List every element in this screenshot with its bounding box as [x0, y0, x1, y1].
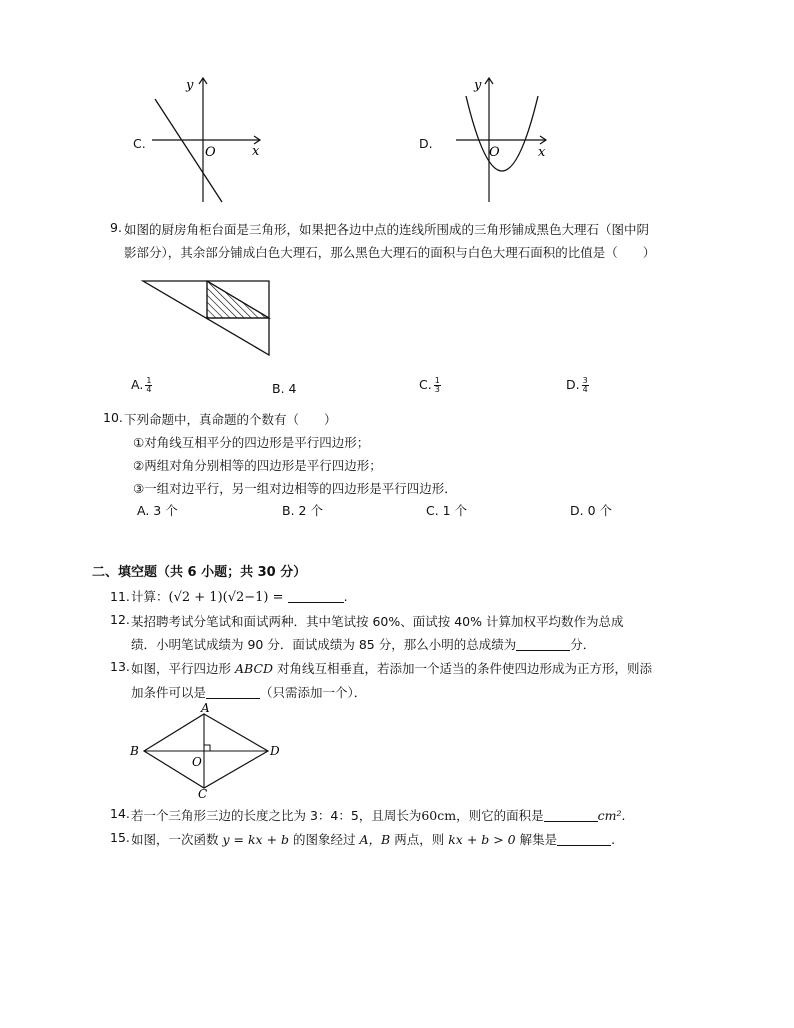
origin-label: O: [205, 145, 216, 160]
answer-blank[interactable]: [544, 809, 598, 822]
answer-blank[interactable]: [516, 638, 570, 651]
question-12-line2: 绩．小明笔试成绩为 90 分．面试成绩为 85 分，那么小明的总成绩为 分．: [131, 637, 596, 652]
axis-y-label: y: [186, 78, 194, 93]
question-13-rhombus-figure: [126, 700, 286, 800]
axis-x-label: x: [252, 144, 260, 159]
question-10-number: 10.: [103, 410, 123, 425]
axis-y-label: y: [474, 78, 482, 93]
question-11-text: 计算：(√2 + 1)(√2−1) = .: [131, 589, 348, 605]
question-10-item-2: ②两组对角分别相等的四边形是平行四边形；: [133, 458, 382, 473]
vertex-c-label: C: [198, 787, 208, 800]
question-9-option-b[interactable]: B. 4: [272, 381, 297, 396]
question-11-expression: (√2 + 1)(√2−1) =: [168, 590, 288, 605]
answer-blank[interactable]: [288, 590, 344, 603]
question-13-line1: 如图，平行四边形 ABCD 对角线互相垂直，若添加一个适当的条件使四边形成为正方形，则添: [131, 661, 653, 676]
vertex-d-label: D: [270, 744, 280, 758]
center-o-label: O: [192, 755, 202, 769]
question-9-figure: [140, 278, 272, 358]
question-10-item-1: ①对角线互相平分的四边形是平行四边形；: [133, 435, 370, 450]
section-2-heading: 二、填空题（共 6 小题；共 30 分）: [92, 565, 307, 580]
question-10-option-b[interactable]: B. 2 个: [282, 503, 323, 518]
question-9-line2: 影部分），其余部分铺成白色大理石，那么黑色大理石的面积与白色大理石面积的比值是（ ）: [124, 245, 656, 260]
question-9-option-c[interactable]: C. $\frac{1}{3}$: [419, 376, 440, 394]
answer-blank[interactable]: [557, 833, 611, 846]
axis-x-label: x: [538, 145, 546, 160]
question-12-line1: 某招聘考试分笔试和面试两种．其中笔试按 60%、面试按 40% 计算加权平均数作为总成: [131, 614, 624, 629]
option-d-label: D.: [419, 136, 433, 151]
vertex-b-label: B: [130, 744, 139, 758]
fraction-1-4: $\frac{1}{4}$: [146, 376, 152, 394]
question-13-line2: 加条件可以是 （只需添加一个）．: [131, 685, 367, 700]
question-10-option-d[interactable]: D. 0 个: [570, 503, 612, 518]
fraction-1-3: $\frac{1}{3}$: [434, 376, 440, 394]
question-10-item-3: ③一组对边平行，另一组对边相等的四边形是平行四边形．: [133, 481, 457, 496]
question-9-line1: 如图的厨房角柜台面是三角形，如果把各边中点的连线所围成的三角形铺成黑色大理石（图中阴: [124, 222, 650, 237]
question-10-stem: 下列命题中，真命题的个数有（ ）: [124, 412, 337, 427]
question-13-number: 13.: [110, 659, 130, 674]
option-d-graph: [454, 74, 554, 204]
fraction-3-4: $\frac{3}{4}$: [582, 376, 588, 394]
question-14-number: 14.: [110, 806, 130, 821]
question-11-number: 11.: [110, 589, 130, 604]
vertex-a-label: A: [201, 701, 210, 715]
question-9-number: 9.: [110, 220, 122, 235]
option-c-label: C.: [133, 136, 146, 151]
question-12-number: 12.: [110, 612, 130, 627]
question-9-option-d[interactable]: D. $\frac{3}{4}$: [566, 376, 588, 394]
answer-blank[interactable]: [206, 686, 260, 699]
question-15-text: 如图，一次函数 y = kx + b 的图象经过 A，B 两点，则 kx + b > 0 解集是 .: [131, 832, 616, 847]
question-14-text: 若一个三角形三边的长度之比为 3：4：5，且周长为60cm，则它的面积是 cm².: [131, 808, 626, 823]
question-10-option-c[interactable]: C. 1 个: [426, 503, 468, 518]
option-c-graph: [150, 74, 265, 204]
origin-label: O: [489, 145, 500, 160]
question-9-option-a[interactable]: A. $\frac{1}{4}$: [131, 376, 152, 394]
question-15-number: 15.: [110, 830, 130, 845]
question-10-option-a[interactable]: A. 3 个: [137, 503, 178, 518]
